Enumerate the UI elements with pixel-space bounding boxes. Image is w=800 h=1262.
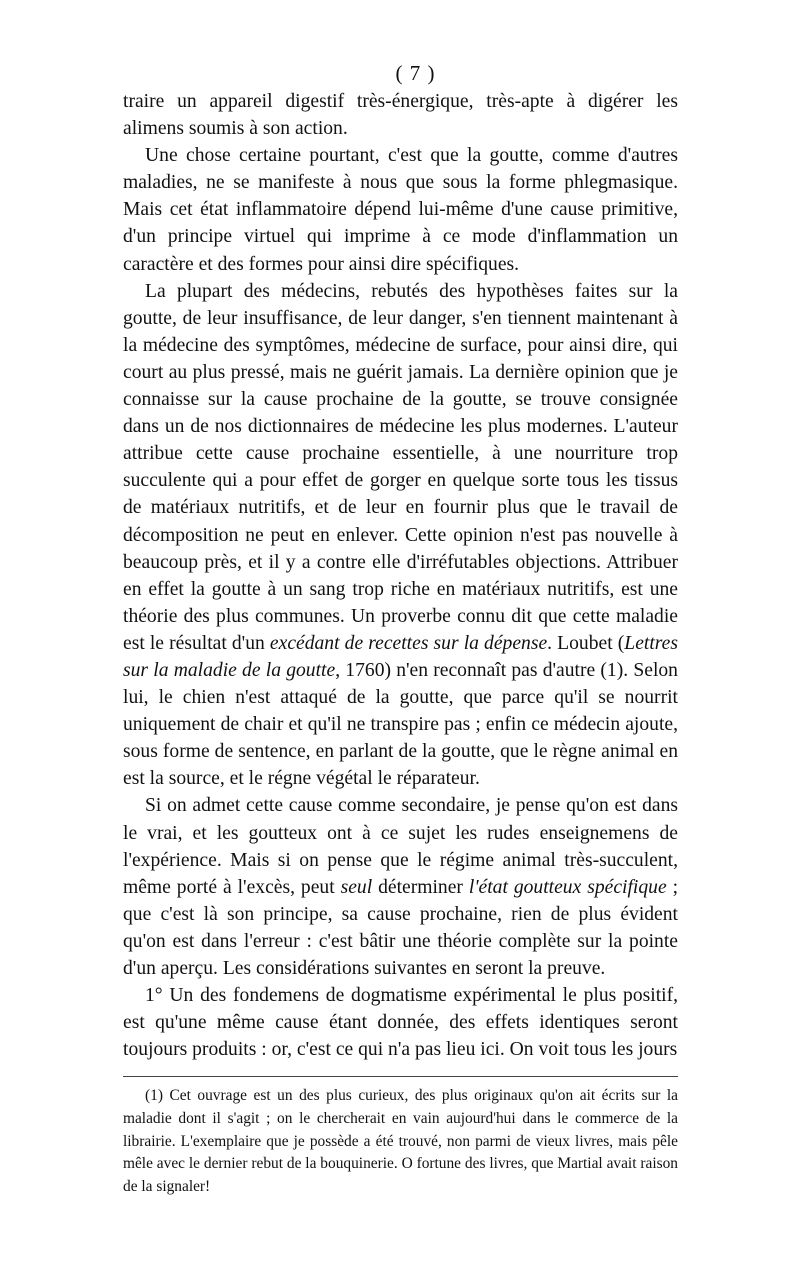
italic-phrase-excedant: excédant de recettes sur la dépense — [269, 632, 548, 654]
page-number: ( 7 ) — [395, 61, 436, 85]
paragraph-1: traire un appareil digestif très-énergique, très-apte à digérer les alimens soumis à son action. — [123, 91, 678, 140]
footnotes — [123, 1085, 678, 1198]
paragraph-4 — [123, 792, 678, 982]
paragraph-4-mid: déterminer — [372, 876, 469, 898]
paragraph-3-mid: . Loubet ( — [547, 632, 625, 654]
paragraph-4-tail: ; que c'est là son principe, sa cause prochaine, rien de plus évident qu'on est dans l'erreur : c'est bâtir une théorie complète sur la pointe d'un aperçu. Les considérations suivantes en seront la preuve. — [123, 876, 679, 979]
body-text — [123, 88, 678, 1063]
paragraph-2: Une chose certaine pourtant, c'est que la goutte, comme d'autres maladies, ne se manifeste à nous que sous la forme phlegmasique. Mais cet état inflammatoire dépend lui-même d'une cause primitive, d'un principe virtuel qui imprime à ce mode d'inflammation un caractère et des formes pour ainsi dire spécifiques. — [123, 145, 678, 275]
italic-seul: seul — [340, 876, 373, 898]
paragraph-5: 1° Un des fondemens de dogmatisme expérimental le plus positif, est qu'une même cause étant donnée, des effets identiques seront toujours produits : or, c'est ce qui n'a pas lieu ici. On voit tous les jours — [123, 985, 678, 1061]
document-page — [123, 58, 678, 1198]
footnote-1: (1) Cet ouvrage est un des plus curieux, des plus originaux qu'on ait écrits sur la maladie dont il s'agit ; on le chercherait en vain aujourd'hui dans le commerce de la librairie. L'exemplaire que je possède a été trouvé, non parmi de vieux livres, mais pêle mêle avec le dernier rebut de la bouquinerie. O fortune des livres, que Martial avait raison de la signaler! — [123, 1087, 678, 1195]
paragraph-3-tail: , 1760) n'en reconnaît pas d'autre (1). Selon lui, le chien n'est attaqué de la goutte, que parce qu'il se nourrit uniquement de chair et qu'il ne transpire pas ; enfin ce médecin ajoute, sous forme de sentence, en parlant de la goutte, que le règne animal en est la source, et le régne végétal le réparateur. — [123, 659, 678, 790]
paragraph-4-text: Si on admet cette cause comme secondaire, je pense qu'on est dans le vrai, et les goutteux ont à ce sujet les rudes enseignemens de l'expérience. Mais si on pense que le régime animal très-succulent, même porté à l'excès, peut — [123, 795, 678, 898]
paragraph-3 — [123, 278, 678, 793]
italic-etat-goutteux: l'état goutteux spécifique — [468, 876, 667, 898]
footnote-divider — [123, 1076, 678, 1077]
paragraph-3-text: La plupart des médecins, rebutés des hypothèses faites sur la goutte, de leur insuffisance, de leur danger, s'en tiennent maintenant à la médecine des symptômes, médecine de surface, pour ainsi dire, qui court au plus pressé, mais ne guérit jamais. La dernière opinion que je connaisse sur la cause prochaine de la goutte, se trouve consignée dans un de nos dictionnaires de médecine les plus modernes. L'auteur attribue cette cause prochaine essentielle, à une nourriture trop succulente qui a pour effet de gorger en quelque sorte tous les tissus de matériaux nutritifs, et de leur en fournir plus que le travail de décomposition ne peut en enlever. Cette opinion n'est pas nouvelle à beaucoup près, et il y a contre elle d'irréfutables objections. Attribuer en effet la goutte à un sang trop riche en matériaux nutritifs, est une théorie des plus communes. Un proverbe connu dit que cette maladie est le résultat d'un — [123, 280, 678, 654]
italic-book-title: Lettres sur la maladie de la goutte — [123, 632, 678, 681]
